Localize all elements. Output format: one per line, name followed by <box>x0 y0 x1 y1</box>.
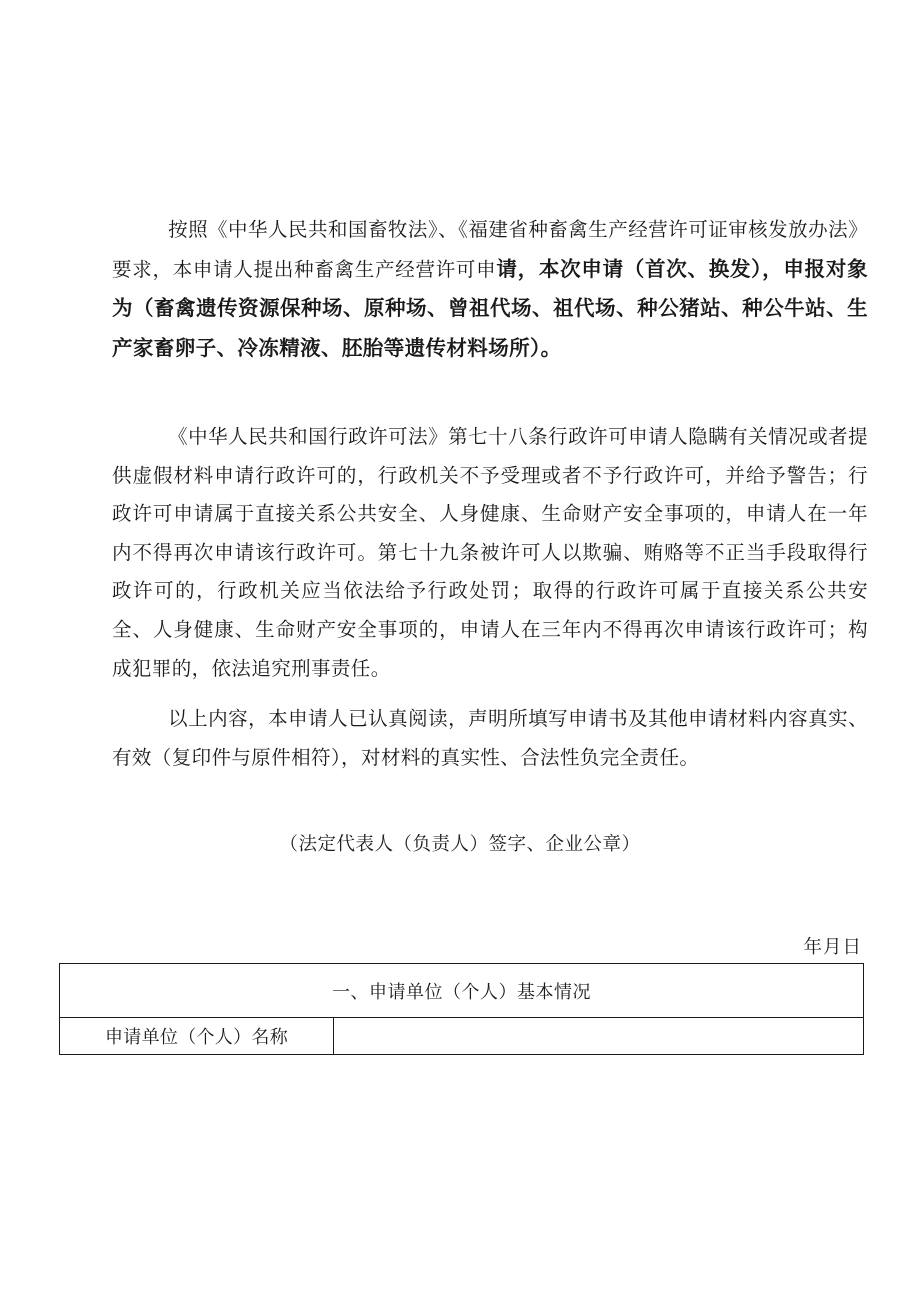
section-title: 一、申请单位（个人）基本情况 <box>60 964 864 1018</box>
declaration-paragraph-1-emphasis: 请，本次申请（首次、换发），申报对象为（畜禽遗传资源保种场、原种场、曾祖代场、祖代场、种公猪站、种公牛站、生产家畜卵子、冷冻精液、胚胎等遗传材料场所）。 <box>112 256 868 360</box>
signature-line: （法定代表人（负责人）签字、企业公章） <box>279 834 641 855</box>
declaration-paragraph-1-lead: 按照《中华人民共和国畜牧法》、《福建省种畜禽生产经营许可证审核发放办法》要求，本申请人提出种畜禽生产经营许可申 <box>112 218 868 281</box>
declaration-paragraph-3 <box>112 700 868 777</box>
applicant-name-field[interactable] <box>334 1018 864 1055</box>
declaration-paragraph-3-text: 以上内容，本申请人已认真阅读，声明所填写申请书及其他申请材料内容真实、有效（复印件与原件相符），对材料的真实性、合法性负完全责任。 <box>112 707 868 769</box>
declaration-paragraph-2-text: 《中华人民共和国行政许可法》第七十八条行政许可申请人隐瞒有关情况或者提供虚假材料申请行政许可的，行政机关不予受理或者不予行政许可，并给予警告；行政许可申请属于直接关系公共安全、人身健康、生命财产安全事项的，申请人在一年内不得再次申请该行政许可。第七十九条被许可人以欺骗、贿赂等不正当手段取得行政许可的，行政机关应当依法给予行政处罚；取得的行政许可属于直接关系公共安全、人身健康、生命财产安全事项的，申请人在三年内不得再次申请该行政许可；构成犯罪的，依法追究刑事责任。 <box>112 425 868 680</box>
declaration-paragraph-1 <box>112 211 868 368</box>
basic-info-table <box>59 963 864 1055</box>
table-section-header-row <box>60 964 864 1018</box>
applicant-name-label: 申请单位（个人）名称 <box>60 1018 334 1055</box>
date-line: 年月日 <box>803 937 862 958</box>
table-row <box>60 1018 864 1055</box>
declaration-paragraph-2 <box>112 418 868 688</box>
